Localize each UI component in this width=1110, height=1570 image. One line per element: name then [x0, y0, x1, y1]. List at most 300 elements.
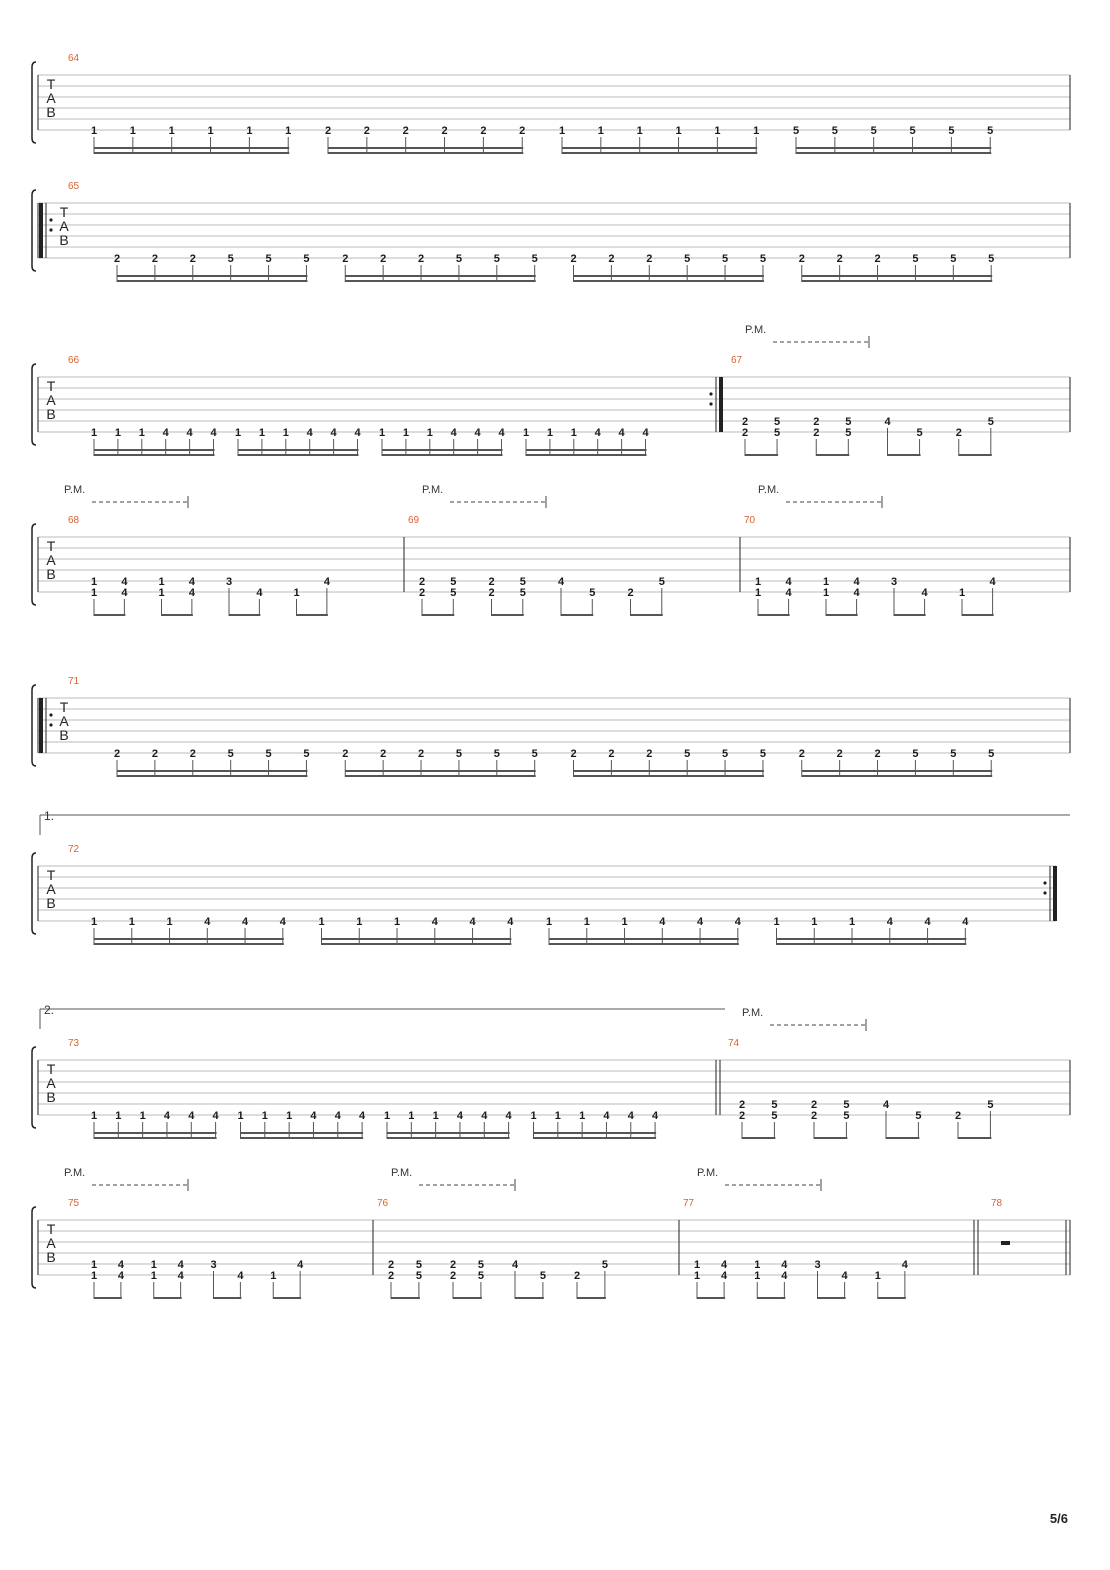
fret-number: 5 — [915, 1110, 922, 1122]
palm-mute-label: P.M. — [391, 1167, 413, 1179]
fret-number: 4 — [557, 576, 565, 588]
fret-number: 2 — [627, 587, 634, 599]
beam — [387, 1132, 510, 1134]
fret-number: 1 — [234, 427, 242, 439]
tab-clef-letter: B — [46, 1249, 56, 1265]
fret-number: 1 — [286, 1110, 293, 1122]
beam — [117, 280, 307, 282]
fret-number: 5 — [531, 748, 538, 760]
beam — [534, 1132, 657, 1134]
beam — [214, 1297, 242, 1299]
fret-number: 2 — [798, 748, 805, 760]
fret-number: 1 — [293, 587, 300, 599]
beam — [577, 1297, 606, 1299]
fret-number: 1 — [402, 427, 409, 439]
fret-number: 5 — [870, 125, 877, 137]
fret-number: 2 — [810, 1099, 818, 1111]
system-bracket — [32, 853, 36, 934]
fret-number: 4 — [721, 1259, 728, 1271]
beam — [422, 614, 454, 616]
tab-clef-letter: A — [59, 218, 69, 234]
fret-number: 1 — [90, 916, 98, 928]
beam — [758, 614, 790, 616]
tab-clef-letter: B — [59, 232, 69, 248]
fret-number: 1 — [546, 427, 553, 439]
fret-number: 4 — [121, 587, 128, 599]
beam — [238, 454, 359, 456]
fret-number: 1 — [754, 587, 762, 599]
beam — [453, 1297, 482, 1299]
fret-number: 5 — [415, 1259, 422, 1271]
fret-number: 1 — [90, 587, 98, 599]
beam — [94, 938, 284, 940]
fret-number: 2 — [813, 427, 820, 439]
repeat-dot — [49, 218, 52, 221]
fret-number: 5 — [477, 1270, 484, 1282]
fret-number: 4 — [652, 1110, 659, 1122]
fret-number: 4 — [210, 427, 217, 439]
measure-number: 72 — [68, 844, 80, 855]
measure-number: 67 — [731, 355, 743, 366]
fret-number: 5 — [227, 748, 234, 760]
fret-number: 4 — [188, 1110, 195, 1122]
fret-number: 4 — [785, 576, 792, 588]
fret-number: 1 — [754, 1259, 761, 1271]
fret-number: 4 — [884, 416, 891, 428]
fret-number: 1 — [138, 427, 145, 439]
fret-number: 1 — [90, 125, 98, 137]
beam — [796, 147, 991, 149]
fret-number: 5 — [721, 748, 729, 760]
fret-number: 5 — [909, 125, 916, 137]
palm-mute-label: P.M. — [697, 1167, 719, 1179]
beam — [818, 1297, 846, 1299]
fret-number: 2 — [151, 748, 158, 760]
fret-number: 4 — [186, 427, 193, 439]
fret-number: 2 — [418, 576, 426, 588]
beam — [162, 614, 193, 616]
repeat-end-thick-bar — [719, 377, 723, 432]
tab-clef-letter: T — [46, 1221, 56, 1237]
beam — [515, 1297, 544, 1299]
fret-number: 5 — [415, 1270, 422, 1282]
beam — [117, 775, 307, 777]
fret-number: 5 — [303, 748, 310, 760]
fret-number: 5 — [455, 253, 462, 265]
tab-clef-letter: A — [59, 713, 69, 729]
fret-number: 5 — [519, 587, 526, 599]
fret-number: 4 — [498, 427, 505, 439]
beam — [322, 943, 512, 945]
beam — [117, 275, 307, 277]
repeat-start-thick-bar — [39, 203, 43, 258]
fret-number: 2 — [608, 748, 615, 760]
fret-number: 4 — [297, 1259, 304, 1271]
fret-number: 4 — [505, 1110, 512, 1122]
beam — [802, 775, 992, 777]
fret-number: 4 — [785, 587, 792, 599]
tab-clef-letter: B — [46, 104, 56, 120]
fret-number: 4 — [163, 1110, 171, 1122]
fret-number: 2 — [417, 253, 425, 265]
tab-clef-letter: B — [46, 406, 56, 422]
fret-number: 2 — [813, 416, 820, 428]
beam — [382, 449, 503, 451]
measure-number: 76 — [377, 1198, 389, 1209]
fret-number: 3 — [225, 576, 233, 588]
fret-number: 1 — [714, 125, 721, 137]
fret-number: 1 — [408, 1110, 415, 1122]
beam — [94, 943, 284, 945]
measure-number: 69 — [408, 515, 420, 526]
fret-number: 1 — [773, 916, 780, 928]
fret-number: 1 — [207, 125, 214, 137]
fret-number: 5 — [477, 1259, 484, 1271]
fret-number: 4 — [431, 916, 438, 928]
fret-number: 4 — [323, 576, 330, 588]
fret-number: 1 — [356, 916, 363, 928]
beam — [574, 275, 764, 277]
fret-number: 5 — [845, 416, 852, 428]
fret-number: 4 — [962, 916, 969, 928]
beam — [574, 770, 764, 772]
fret-number: 2 — [836, 253, 843, 265]
measure-number: 65 — [68, 181, 80, 192]
beam — [526, 454, 647, 456]
beam — [154, 1297, 182, 1299]
fret-number: 2 — [798, 253, 805, 265]
beam — [562, 152, 757, 154]
fret-number: 1 — [128, 916, 135, 928]
fret-number: 1 — [90, 1110, 98, 1122]
fret-number: 4 — [659, 916, 666, 928]
fret-number: 2 — [480, 125, 487, 137]
fret-number: 1 — [554, 1110, 561, 1122]
fret-number: 2 — [151, 253, 158, 265]
fret-number: 5 — [988, 748, 995, 760]
fret-number: 2 — [741, 416, 749, 428]
beam — [745, 454, 778, 456]
fret-number: 1 — [958, 587, 966, 599]
beam — [94, 1132, 217, 1134]
tab-clef-letter: T — [46, 867, 56, 883]
fret-number: 4 — [721, 1270, 728, 1282]
fret-number: 2 — [810, 1110, 818, 1122]
tab-clef-letter: B — [46, 895, 56, 911]
rest-icon — [1001, 1241, 1010, 1245]
fret-number: 4 — [594, 427, 601, 439]
repeat-dot — [1043, 881, 1046, 884]
palm-mute-label: P.M. — [64, 484, 86, 496]
fret-number: 1 — [246, 125, 253, 137]
fret-number: 1 — [114, 427, 121, 439]
tab-clef-letter: B — [46, 566, 56, 582]
beam — [796, 152, 991, 154]
beam — [387, 1137, 510, 1139]
beam — [878, 1297, 906, 1299]
beam — [742, 1137, 775, 1139]
fret-number: 1 — [621, 916, 628, 928]
palm-mute-label: P.M. — [745, 324, 767, 336]
fret-number: 2 — [363, 125, 370, 137]
fret-number: 1 — [90, 1259, 98, 1271]
fret-number: 2 — [113, 748, 121, 760]
fret-number: 4 — [882, 1099, 890, 1111]
fret-number: 4 — [359, 1110, 366, 1122]
fret-number: 1 — [579, 1110, 586, 1122]
fret-number: 2 — [874, 748, 881, 760]
fret-number: 2 — [741, 427, 749, 439]
fret-number: 4 — [481, 1110, 488, 1122]
beam — [534, 1137, 657, 1139]
fret-number: 1 — [558, 125, 566, 137]
fret-number: 5 — [916, 427, 923, 439]
repeat-end-thick-bar — [1053, 866, 1057, 921]
fret-number: 5 — [759, 253, 767, 265]
measure-number: 68 — [68, 515, 80, 526]
fret-number: 1 — [158, 576, 165, 588]
fret-number: 1 — [90, 576, 98, 588]
beam — [345, 280, 535, 282]
fret-number: 1 — [754, 1270, 761, 1282]
fret-number: 2 — [646, 253, 653, 265]
beam — [297, 614, 328, 616]
fret-number: 5 — [987, 1099, 994, 1111]
fret-number: 4 — [310, 1110, 317, 1122]
measure-number: 75 — [68, 1198, 80, 1209]
system-bracket — [32, 685, 36, 766]
fret-number: 1 — [393, 916, 401, 928]
beam — [574, 775, 764, 777]
fret-number: 1 — [139, 1110, 146, 1122]
fret-number: 5 — [227, 253, 234, 265]
palm-mute-label: P.M. — [422, 484, 444, 496]
system-bracket — [32, 1047, 36, 1128]
fret-number: 3 — [890, 576, 898, 588]
palm-mute-label: P.M. — [742, 1007, 764, 1019]
fret-number: 2 — [738, 1110, 746, 1122]
tab-clef-letter: T — [46, 1061, 56, 1077]
fret-number: 1 — [693, 1270, 701, 1282]
beam — [886, 1137, 919, 1139]
fret-number: 5 — [684, 253, 691, 265]
tab-clef-letter: A — [46, 881, 56, 897]
tab-clef-letter: T — [46, 76, 56, 92]
fret-number: 5 — [843, 1110, 850, 1122]
fret-number: 5 — [843, 1099, 850, 1111]
fret-number: 1 — [282, 427, 289, 439]
beam — [802, 770, 992, 772]
beam — [94, 614, 125, 616]
fret-number: 1 — [158, 587, 165, 599]
tab-clef-letter: B — [46, 1089, 56, 1105]
fret-number: 4 — [618, 427, 625, 439]
fret-number: 5 — [948, 125, 955, 137]
repeat-dot — [49, 228, 52, 231]
fret-number: 4 — [642, 427, 649, 439]
measure-number: 71 — [68, 676, 80, 687]
system-bracket — [32, 524, 36, 605]
volta-1-label: 1. — [44, 809, 55, 823]
fret-number: 5 — [792, 125, 800, 137]
fret-number: 1 — [583, 916, 590, 928]
fret-number: 1 — [261, 1110, 268, 1122]
fret-number: 2 — [573, 1270, 581, 1282]
fret-number: 5 — [265, 253, 272, 265]
fret-number: 5 — [539, 1270, 546, 1282]
beam — [492, 614, 524, 616]
repeat-dot — [709, 402, 712, 405]
beam — [574, 280, 764, 282]
fret-number: 5 — [450, 587, 457, 599]
measure-number: 74 — [728, 1038, 740, 1049]
beam — [328, 147, 523, 149]
palm-mute-label: P.M. — [758, 484, 780, 496]
fret-number: 1 — [636, 125, 643, 137]
fret-number: 2 — [387, 1270, 395, 1282]
fret-number: 1 — [150, 1270, 157, 1282]
fret-number: 4 — [121, 576, 128, 588]
fret-number: 1 — [874, 1270, 881, 1282]
fret-number: 1 — [545, 916, 553, 928]
fret-number: 1 — [378, 427, 386, 439]
measure-number: 70 — [744, 515, 756, 526]
fret-number: 5 — [658, 576, 665, 588]
fret-number: 2 — [449, 1270, 457, 1282]
beam — [94, 1137, 217, 1139]
tab-clef-letter: A — [46, 1075, 56, 1091]
fret-number: 1 — [754, 576, 762, 588]
fret-number: 4 — [781, 1270, 788, 1282]
beam — [94, 147, 289, 149]
fret-number: 5 — [845, 427, 852, 439]
fret-number: 4 — [450, 427, 457, 439]
fret-number: 2 — [380, 253, 387, 265]
beam — [549, 938, 739, 940]
fret-number: 4 — [241, 916, 249, 928]
fret-number: 1 — [383, 1110, 391, 1122]
fret-number: 5 — [759, 748, 767, 760]
fret-number: 2 — [646, 748, 653, 760]
beam — [345, 770, 535, 772]
fret-number: 5 — [519, 576, 526, 588]
fret-number: 5 — [831, 125, 838, 137]
fret-number: 1 — [570, 427, 577, 439]
fret-number: 2 — [608, 253, 615, 265]
beam — [273, 1297, 301, 1299]
fret-number: 1 — [237, 1110, 244, 1122]
fret-number: 5 — [589, 587, 596, 599]
fret-number: 4 — [334, 1110, 341, 1122]
fret-number: 5 — [531, 253, 538, 265]
fret-number: 1 — [522, 427, 530, 439]
fret-number: 4 — [474, 427, 481, 439]
system-bracket — [32, 1207, 36, 1288]
fret-number: 5 — [987, 125, 994, 137]
beam — [322, 938, 512, 940]
fret-number: 1 — [693, 1259, 701, 1271]
beam — [777, 943, 967, 945]
fret-number: 2 — [418, 587, 426, 599]
fret-number: 2 — [113, 253, 121, 265]
fret-number: 4 — [734, 916, 741, 928]
fret-number: 4 — [188, 576, 195, 588]
fret-number: 1 — [597, 125, 604, 137]
fret-number: 5 — [912, 748, 919, 760]
beam — [757, 1297, 785, 1299]
measure-number: 64 — [68, 53, 80, 64]
beam — [562, 147, 757, 149]
fret-number: 4 — [901, 1259, 908, 1271]
fret-number: 2 — [570, 253, 577, 265]
fret-number: 5 — [721, 253, 729, 265]
measure-number: 77 — [683, 1198, 695, 1209]
fret-number: 4 — [177, 1259, 184, 1271]
measure-number: 66 — [68, 355, 80, 366]
fret-number: 1 — [168, 125, 175, 137]
fret-number: 5 — [988, 253, 995, 265]
beam — [888, 454, 921, 456]
beam — [962, 614, 994, 616]
fret-number: 4 — [188, 587, 195, 599]
fret-number: 2 — [874, 253, 881, 265]
system-bracket — [32, 364, 36, 445]
beam — [382, 454, 503, 456]
fret-number: 5 — [601, 1259, 608, 1271]
fret-number: 5 — [950, 253, 957, 265]
fret-number: 5 — [987, 416, 994, 428]
beam — [959, 454, 992, 456]
fret-number: 4 — [177, 1270, 184, 1282]
fret-number: 1 — [285, 125, 292, 137]
fret-number: 4 — [279, 916, 286, 928]
fret-number: 5 — [912, 253, 919, 265]
fret-number: 5 — [771, 1099, 778, 1111]
beam — [631, 614, 663, 616]
repeat-start-thick-bar — [39, 698, 43, 753]
repeat-dot — [49, 713, 52, 716]
fret-number: 1 — [150, 1259, 157, 1271]
fret-number: 5 — [303, 253, 310, 265]
fret-number: 3 — [814, 1259, 821, 1271]
fret-number: 2 — [342, 253, 349, 265]
beam — [777, 938, 967, 940]
fret-number: 4 — [117, 1270, 124, 1282]
beam — [241, 1137, 364, 1139]
beam — [94, 1297, 122, 1299]
system-bracket — [32, 190, 36, 271]
fret-number: 4 — [603, 1110, 610, 1122]
fret-number: 1 — [753, 125, 760, 137]
fret-number: 4 — [456, 1110, 464, 1122]
fret-number: 4 — [853, 576, 860, 588]
fret-number: 4 — [306, 427, 313, 439]
fret-number: 1 — [822, 587, 830, 599]
fret-number: 1 — [848, 916, 856, 928]
beam — [958, 1137, 991, 1139]
fret-number: 1 — [675, 125, 682, 137]
tab-clef-letter: T — [59, 699, 69, 715]
beam — [345, 775, 535, 777]
beam — [826, 614, 858, 616]
tab-clef-letter: A — [46, 552, 56, 568]
fret-number: 4 — [256, 587, 263, 599]
fret-number: 2 — [189, 748, 196, 760]
fret-number: 5 — [450, 576, 457, 588]
beam — [94, 454, 215, 456]
beam — [894, 614, 926, 616]
fret-number: 2 — [488, 576, 495, 588]
